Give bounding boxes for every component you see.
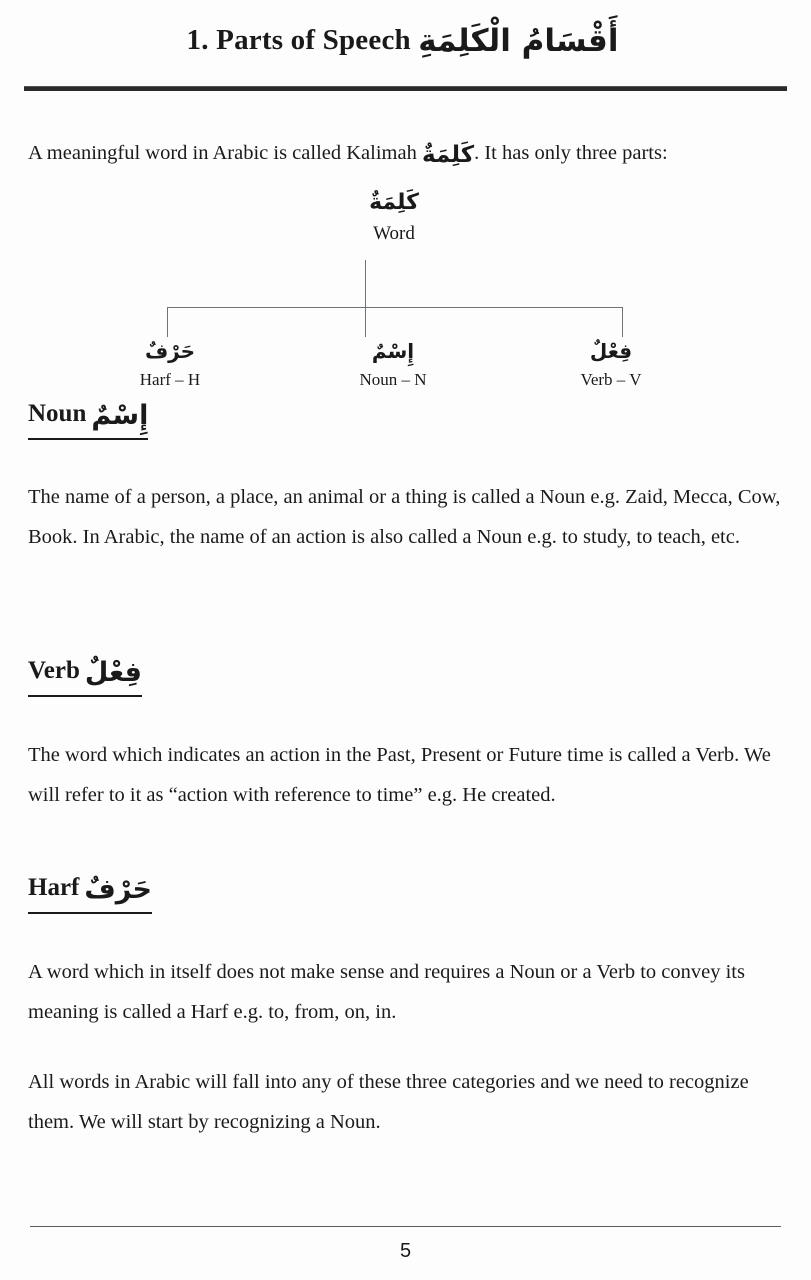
tree-noun-arabic: إِسْمٌ <box>371 339 415 363</box>
tree-verb-english: Verb – V <box>580 370 642 389</box>
section-heading-noun-english: Noun <box>28 400 87 427</box>
tree-root-arabic: كَلِمَةٌ <box>369 190 419 215</box>
chapter-title-english: Parts of Speech <box>216 24 411 56</box>
section-verb <box>28 655 783 697</box>
chapter-title-arabic: أَقْسَامُ الْكَلِمَةِ <box>418 23 619 59</box>
intro-arabic-term: كَلِمَةٌ <box>421 142 475 168</box>
intro-sentence <box>28 138 783 173</box>
tree-branch-left-line <box>167 307 168 337</box>
section-heading-harf <box>28 872 152 914</box>
page-title <box>28 22 783 61</box>
tree-branch-right-line <box>622 307 623 337</box>
section-heading-verb-arabic: فِعْلٌ <box>84 657 142 688</box>
page-header <box>28 22 783 61</box>
paragraph-harf: A word which in itself does not make sense and requires a Noun or a Verb to convey its meaning is called a Harf e.g. to, from, on, in. <box>28 961 745 1023</box>
tree-stem-line <box>365 260 366 308</box>
section-heading-harf-english: Harf <box>28 874 80 901</box>
tree-root-english: Word <box>373 223 415 244</box>
paragraph-closing: All words in Arabic will fall into any of these three categories and we need to recognize them. We will start by recognizing a Noun. <box>28 1071 749 1133</box>
tree-node-root <box>294 186 494 248</box>
section-harf <box>28 872 783 914</box>
footer-divider <box>30 1226 781 1227</box>
intro-text-after: . It has only three parts: <box>474 142 668 164</box>
parts-of-speech-tree <box>28 186 783 396</box>
chapter-number: 1. <box>186 24 209 56</box>
tree-node-verb <box>511 336 711 392</box>
section-noun <box>28 398 783 440</box>
section-heading-noun <box>28 398 148 440</box>
tree-horizontal-connector <box>167 307 623 308</box>
tree-verb-arabic: فِعْلٌ <box>589 339 633 363</box>
page-number: 5 <box>399 1240 412 1262</box>
tree-node-noun <box>293 336 493 392</box>
tree-noun-english: Noun – N <box>359 370 427 389</box>
paragraph-verb: The word which indicates an action in the Past, Present or Future time is called a Verb. We will refer to it as “action with reference to time” e.g. He created. <box>28 744 771 806</box>
tree-node-harf <box>70 336 270 392</box>
tree-harf-arabic: حَرْفٌ <box>144 339 196 363</box>
intro-text-before: A meaningful word in Arabic is called Kalimah <box>28 142 417 164</box>
section-heading-verb <box>28 655 142 697</box>
tree-branch-middle-line <box>365 307 366 337</box>
paragraph-noun: The name of a person, a place, an animal or a thing is called a Noun e.g. Zaid, Mecca, Cow, Book. In Arabic, the name of an action is also called a Noun e.g. to study, to teach, etc. <box>28 486 781 548</box>
header-divider <box>24 86 787 91</box>
section-heading-verb-english: Verb <box>28 657 80 684</box>
section-heading-noun-arabic: إِسْمٌ <box>91 400 149 431</box>
tree-harf-english: Harf – H <box>139 370 201 389</box>
section-heading-harf-arabic: حَرْفٌ <box>84 874 152 905</box>
